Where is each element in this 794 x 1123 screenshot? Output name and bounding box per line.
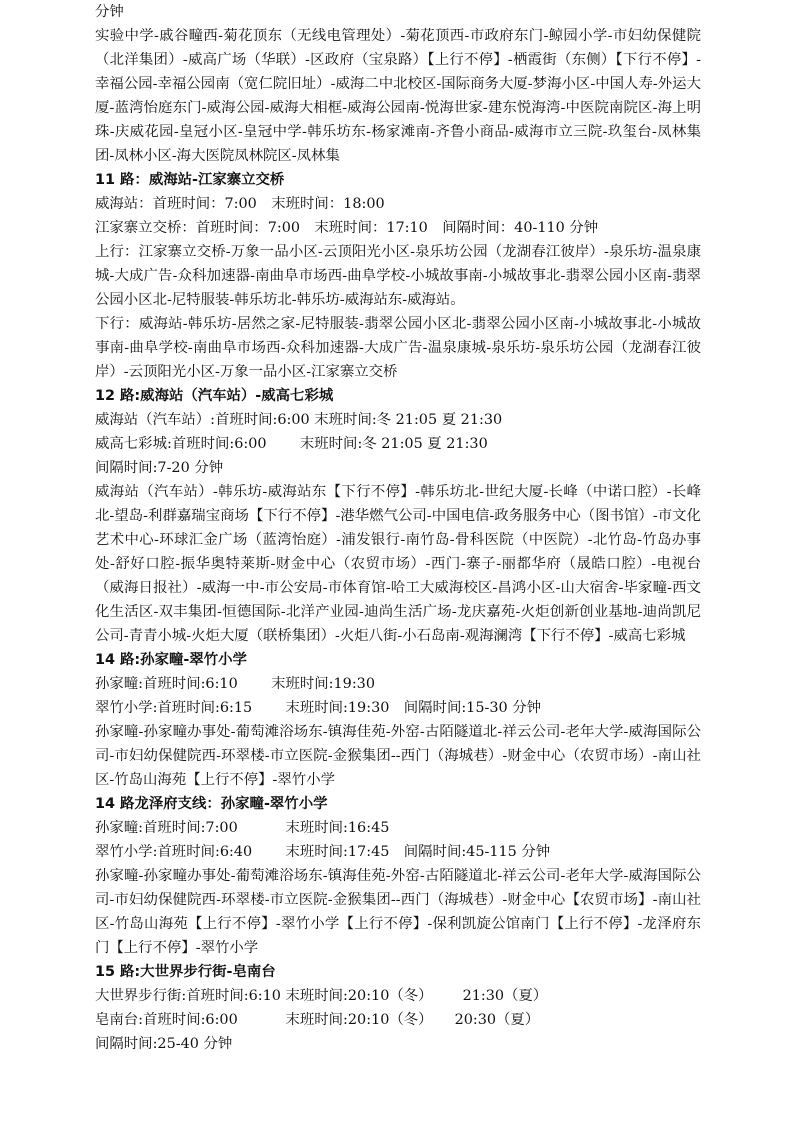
route-14-schedule-end: 翠竹小学:首班时间:6:15 末班时间:19:30 间隔时间:15-30 分钟 (95, 700, 542, 716)
route-15-title: 15 路:大世界步行街-皂南台 (95, 964, 276, 980)
route-14-branch-schedule-start: 孙家疃:首班时间:7:00 末班时间:16:45 (95, 820, 390, 836)
route-15-end-winter: 皂南台:首班时间:6:00 末班时间:20:10（冬） (95, 1012, 433, 1028)
route-11-title: 11 路：威海站-江家寨立交桥 (95, 172, 285, 188)
route-15-start-summer: 21:30（夏） (462, 988, 548, 1004)
route-12-title: 12 路:威海站（汽车站）-威高七彩城 (95, 388, 334, 404)
route-14-branch-stops: 孙家疃-孙家疃办事处-葡萄滩浴场东-镇海佳苑-外窑-古陌隧道北-祥云公司-老年大学-威海国际公司-市妇幼保健院西-环翠楼-市立医院-金猴集团--西门（海城巷）-财金中心【农贸市场】-南山社区-竹岛山海苑【上行不停】-翠竹小学【上行不停】-保利凯旋公馆南门【上行不停】-龙泽府东门【上行不停】-翠竹小学 (95, 868, 701, 956)
route-15-start-winter: 大世界步行街:首班时间:6:10 末班时间:20:10（冬） (95, 988, 433, 1004)
route-12-stops: 威海站（汽车站）-韩乐坊-威海站东【下行不停】-韩乐坊北-世纪大厦-长峰（中诺口腔）-长峰北-望岛-利群嘉瑞宝商场【下行不停】-港华燃气公司-中国电信-政务服务中心（图书馆）-市文化艺术中心-环球汇金广场（蓝湾怡庭）-浦发银行-南竹岛-骨科医院（中医院）-北竹岛-竹岛办事处-舒好口腔-振华奥特莱斯-财金中心（农贸市场）-西门-寨子-丽都华府（晟皓口腔）-电视台（威海日报社）-威海一中-市公安局-市体育馆-哈工大威海校区-昌鸿小区-山大宿舍-毕家疃-西文化生活区-双丰集团-恒德国际-北洋产业园-迪尚生活广场-龙庆嘉苑-火炬创新创业基地-迪尚凯尼公司-青青小城-火炬大厦（联桥集团）-火炬八街-小石岛南-观海澜湾【下行不停】-威高七彩城 (95, 484, 701, 644)
route-15-interval: 间隔时间:25-40 分钟 (95, 1036, 233, 1052)
route-12-schedule-end: 威高七彩城:首班时间:6:00 末班时间:冬 21:05 夏 21:30 (95, 436, 488, 452)
route-11-down-stops: 下行：威海站-韩乐坊-居然之家-尼特服装-翡翠公园小区北-翡翠公园小区南-小城故事北-小城故事南-曲阜学校-南曲阜市场西-众科加速器-大成广告-温泉康城-泉乐坊-泉乐坊公园（龙湖春江彼岸）-云顶阳光小区-万象一品小区-江家寨立交桥 (95, 316, 701, 380)
continued-fragment: 分钟 (95, 4, 124, 20)
route-14-stops: 孙家疃-孙家疃办事处-葡萄滩浴场东-镇海佳苑-外窑-古陌隧道北-祥云公司-老年大学-威海国际公司-市妇幼保健院西-环翠楼-市立医院-金猴集团--西门（海城巷）-财金中心（农贸市场）-南山社区-竹岛山海苑【上行不停】-翠竹小学 (95, 724, 701, 788)
route-11-schedule-end: 江家寨立交桥：首班时间：7:00 末班时间：17:10 间隔时间：40-110 分钟 (95, 220, 599, 236)
route-15-schedule-start (95, 984, 701, 1008)
route-12-interval: 间隔时间:7-20 分钟 (95, 460, 224, 476)
route-14-branch-title: 14 路龙泽府支线：孙家疃-翠竹小学 (95, 796, 328, 812)
route-15-end-summer: 20:30（夏） (454, 1012, 540, 1028)
route-14-schedule-start: 孙家疃:首班时间:6:10 末班时间:19:30 (95, 676, 375, 692)
route-12-schedule-start: 威海站（汽车站）:首班时间:6:00 末班时间:冬 21:05 夏 21:30 (95, 412, 503, 428)
route-14-branch-schedule-end: 翠竹小学:首班时间:6:40 末班时间:17:45 间隔时间:45-115 分钟 (95, 844, 551, 860)
route-11-schedule-start: 威海站：首班时间：7:00 末班时间：18:00 (95, 196, 385, 212)
document-page (95, 0, 701, 1056)
route-15-schedule-end (95, 1008, 701, 1032)
route-11-up-stops: 上行：江家寨立交桥-万象一品小区-云顶阳光小区-泉乐坊公园（龙湖春江彼岸）-泉乐坊-温泉康城-大成广告-众科加速器-南曲阜市场西-曲阜学校-小城故事南-小城故事北-翡翠公园小区南-翡翠公园小区北-尼特服装-韩乐坊北-韩乐坊-威海站东-威海站。 (95, 244, 701, 308)
continued-route-stops: 实验中学-戚谷疃西-菊花顶东（无线电管理处）-菊花顶西-市政府东门-鲸园小学-市妇幼保健院（北洋集团）-威高广场（华联）-区政府（宝泉路）【上行不停】-栖霞街（东侧）【下行不停】-幸福公园-幸福公园南（宽仁院旧址）-威海二中北校区-国际商务大厦-梦海小区-中国人寿-外运大厦-蓝湾怡庭东门-威海公园-威海大相框-威海公园南-悦海世家-建东悦海湾-中医院南院区-海上明珠-庆威花园-皇冠小区-皇冠中学-韩乐坊东-杨家滩南-齐鲁小商品-威海市立三院-玖玺台-凤林集团-凤林小区-海大医院凤林院区-凤林集 (95, 28, 701, 164)
route-14-title: 14 路:孙家疃-翠竹小学 (95, 652, 247, 668)
